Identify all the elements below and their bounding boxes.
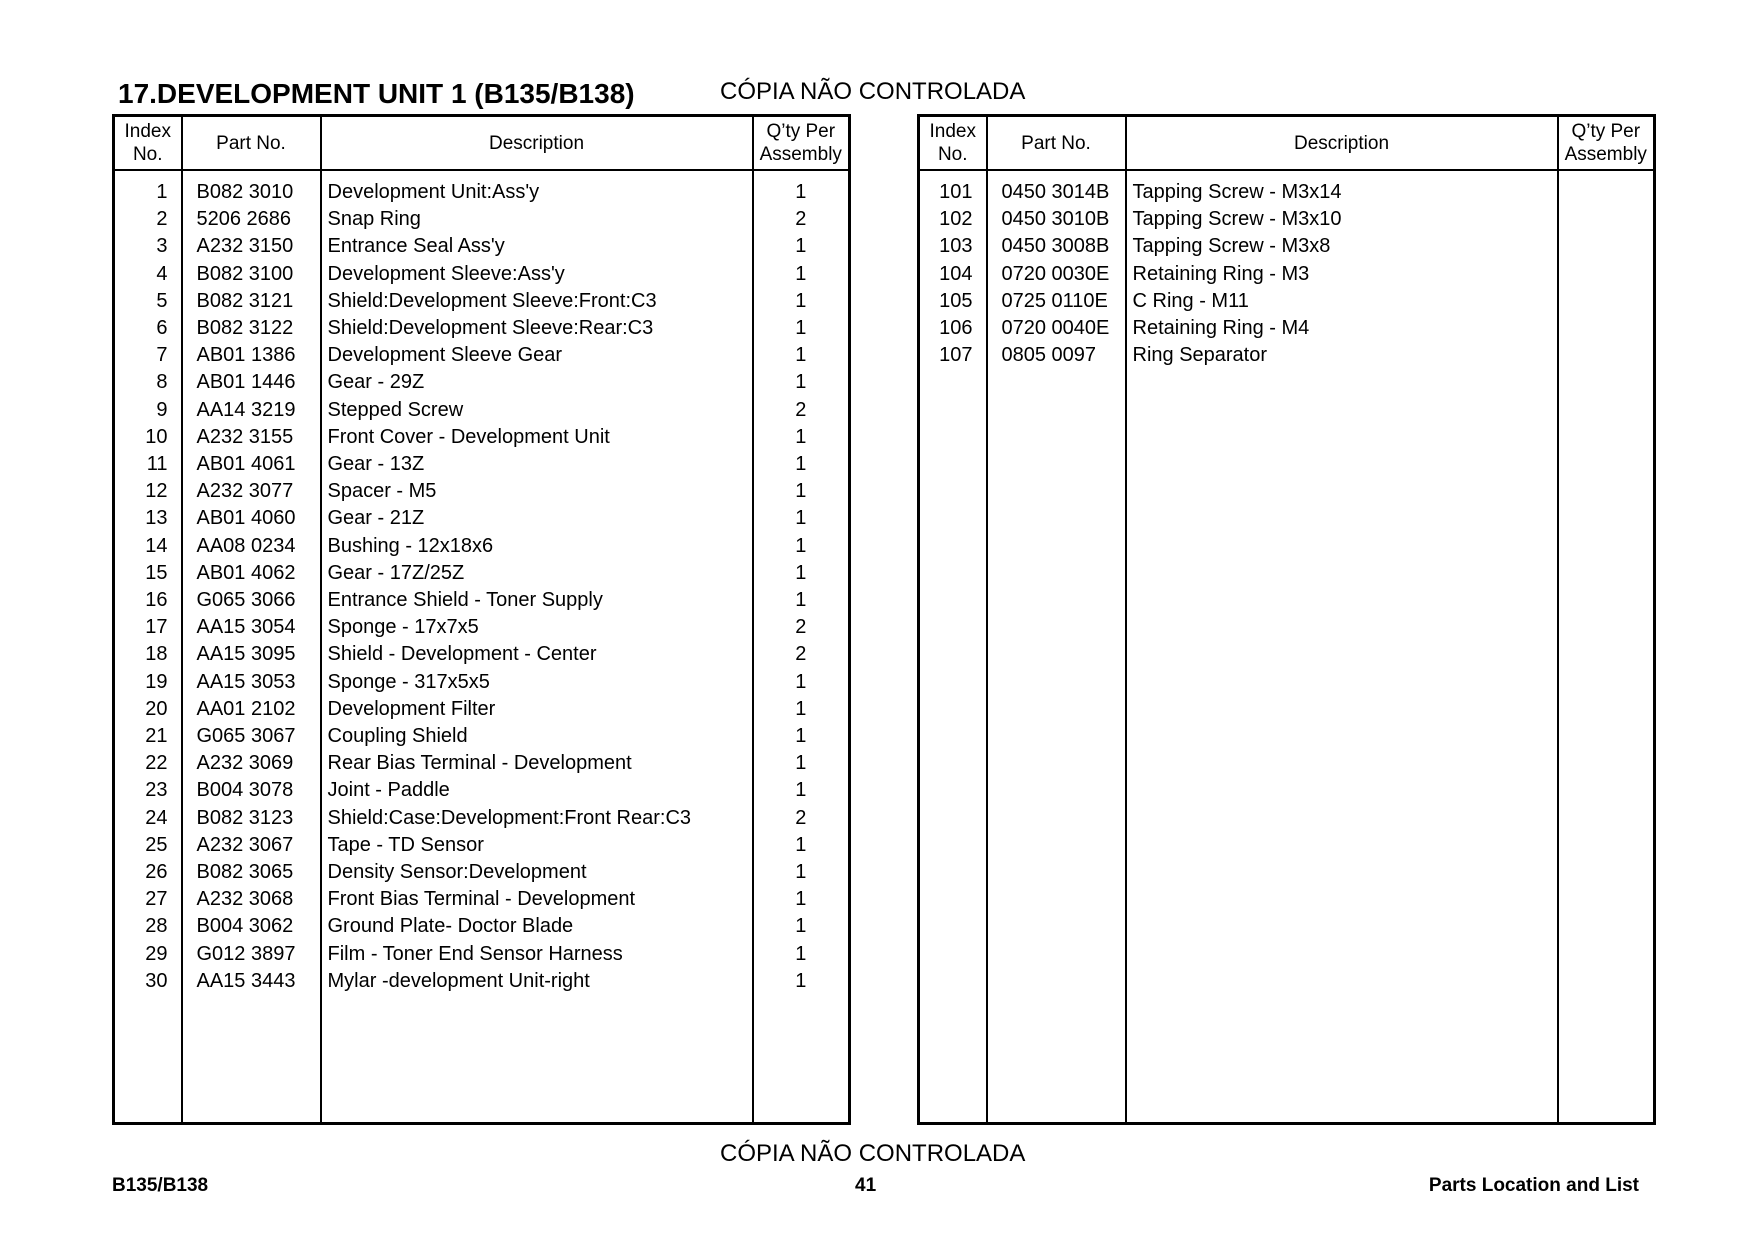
header-part-no xyxy=(182,116,321,171)
cell-description: Retaining Ring - M3 xyxy=(1126,261,1558,288)
cell-part-no: A232 3069 xyxy=(182,750,321,777)
cell-description: Front Bias Terminal - Development xyxy=(321,886,753,913)
cell-part-no: B082 3123 xyxy=(182,805,321,832)
cell-description: Shield:Case:Development:Front Rear:C3 xyxy=(321,805,753,832)
cell-index: 3 xyxy=(114,233,182,260)
cell-qty: 2 xyxy=(795,643,807,666)
cell-part-no: AA15 3443 xyxy=(182,968,321,995)
table-row xyxy=(114,587,850,614)
cell-index: 14 xyxy=(114,533,182,560)
cell-part-no: 5206 2686 xyxy=(182,206,321,233)
padding-cell xyxy=(114,170,182,179)
watermark-bottom: CÓPIA NÃO CONTROLADA xyxy=(720,1140,1026,1167)
cell-description: Retaining Ring - M4 xyxy=(1126,315,1558,342)
cell-part-no: A232 3077 xyxy=(182,478,321,505)
cell-part-no: B082 3010 xyxy=(182,179,321,206)
cell-qty: 1 xyxy=(795,752,807,775)
spacer-cell xyxy=(987,369,1126,1123)
cell-description: Ring Separator xyxy=(1126,342,1558,369)
cell-qty: 1 xyxy=(795,181,807,203)
header-part-no xyxy=(987,116,1126,171)
table-row xyxy=(114,886,850,913)
padding-cell xyxy=(1126,170,1558,179)
cell-qty: 1 xyxy=(795,371,807,394)
spacer-cell xyxy=(1558,369,1655,1123)
cell-part-no: B082 3122 xyxy=(182,315,321,342)
header-index xyxy=(114,116,182,171)
parts-table-left xyxy=(112,114,851,1125)
cell-description: Shield - Development - Center xyxy=(321,641,753,668)
cell-qty xyxy=(1558,233,1655,260)
cell-qty: 1 xyxy=(795,969,807,992)
header-part-no-text: Part No. xyxy=(216,132,286,154)
cell-description: Development Filter xyxy=(321,696,753,723)
table-row xyxy=(114,533,850,560)
parts-table-right-body xyxy=(919,170,1655,1124)
cell-qty: 1 xyxy=(795,561,807,584)
cell-qty xyxy=(1558,342,1655,369)
table-row xyxy=(114,397,850,424)
cell-description: Shield:Development Sleeve:Rear:C3 xyxy=(321,315,753,342)
table-row xyxy=(114,696,850,723)
cell-index: 28 xyxy=(114,913,182,940)
cell-index: 1 xyxy=(114,179,182,206)
cell-description: Gear - 13Z xyxy=(321,451,753,478)
table-row xyxy=(114,424,850,451)
cell-qty: 1 xyxy=(795,861,807,884)
cell-index: 26 xyxy=(114,859,182,886)
cell-part-no: AA15 3095 xyxy=(182,641,321,668)
cell-index: 4 xyxy=(114,261,182,288)
cell-qty: 1 xyxy=(795,289,807,312)
table-row xyxy=(114,641,850,668)
cell-part-no: G065 3067 xyxy=(182,723,321,750)
table-row xyxy=(114,614,850,641)
cell-description: Entrance Shield - Toner Supply xyxy=(321,587,753,614)
cell-qty: 1 xyxy=(795,833,807,856)
cell-part-no: AB01 4062 xyxy=(182,560,321,587)
cell-index: 23 xyxy=(114,777,182,804)
cell-description: Entrance Seal Ass'y xyxy=(321,233,753,260)
cell-index: 13 xyxy=(114,505,182,532)
table-row xyxy=(114,723,850,750)
header-qty xyxy=(1558,116,1655,171)
cell-index: 104 xyxy=(919,261,987,288)
cell-index: 20 xyxy=(114,696,182,723)
cell-description: Development Sleeve:Ass'y xyxy=(321,261,753,288)
cell-part-no: 0450 3008B xyxy=(987,233,1126,260)
cell-description: Gear - 29Z xyxy=(321,369,753,396)
cell-index: 16 xyxy=(114,587,182,614)
table-row xyxy=(114,288,850,315)
parts-table-left-body xyxy=(114,170,850,1124)
padding-cell xyxy=(321,170,753,179)
cell-part-no: AA15 3054 xyxy=(182,614,321,641)
padding-cell xyxy=(987,170,1126,179)
cell-qty xyxy=(1558,288,1655,315)
cell-part-no: 0450 3014B xyxy=(987,179,1126,206)
table-row xyxy=(114,369,850,396)
cell-part-no: AA15 3053 xyxy=(182,669,321,696)
cell-description: Shield:Development Sleeve:Front:C3 xyxy=(321,288,753,315)
cell-part-no: B082 3100 xyxy=(182,261,321,288)
table-top-padding xyxy=(919,170,1655,179)
header-index-text: Index No. xyxy=(929,121,976,165)
watermark-top: CÓPIA NÃO CONTROLADA xyxy=(720,78,1026,105)
cell-qty: 1 xyxy=(795,507,807,530)
table-row xyxy=(114,859,850,886)
cell-part-no: 0450 3010B xyxy=(987,206,1126,233)
cell-part-no: B004 3078 xyxy=(182,777,321,804)
cell-description: Front Cover - Development Unit xyxy=(321,424,753,451)
cell-description: Development Sleeve Gear xyxy=(321,342,753,369)
header-qty-text: Q’ty Per Assembly xyxy=(759,121,842,165)
padding-cell xyxy=(919,170,987,179)
cell-qty: 1 xyxy=(795,697,807,720)
table-row xyxy=(114,342,850,369)
cell-description: Tapping Screw - M3x14 xyxy=(1126,179,1558,206)
cell-qty: 1 xyxy=(795,888,807,911)
cell-part-no: 0805 0097 xyxy=(987,342,1126,369)
cell-part-no: B004 3062 xyxy=(182,913,321,940)
table-header-row xyxy=(919,116,1655,171)
cell-part-no: A232 3067 xyxy=(182,832,321,859)
header-index xyxy=(919,116,987,171)
padding-cell xyxy=(1558,170,1655,179)
cell-index: 15 xyxy=(114,560,182,587)
cell-index: 105 xyxy=(919,288,987,315)
cell-description: Rear Bias Terminal - Development xyxy=(321,750,753,777)
cell-description: Sponge - 17x7x5 xyxy=(321,614,753,641)
table-row xyxy=(114,941,850,968)
cell-description: Tape - TD Sensor xyxy=(321,832,753,859)
cell-part-no: AA01 2102 xyxy=(182,696,321,723)
cell-part-no: A232 3155 xyxy=(182,424,321,451)
cell-qty: 2 xyxy=(795,208,807,231)
table-row xyxy=(114,206,850,233)
padding-cell xyxy=(753,170,850,179)
cell-part-no: AB01 4060 xyxy=(182,505,321,532)
page-title: 17.DEVELOPMENT UNIT 1 (B135/B138) xyxy=(118,78,635,109)
cell-part-no: 0720 0040E xyxy=(987,315,1126,342)
cell-index: 11 xyxy=(114,451,182,478)
cell-description: Tapping Screw - M3x10 xyxy=(1126,206,1558,233)
cell-index: 25 xyxy=(114,832,182,859)
cell-index: 27 xyxy=(114,886,182,913)
cell-qty: 1 xyxy=(795,344,807,367)
table-row xyxy=(114,750,850,777)
table-row xyxy=(114,913,850,940)
table-row xyxy=(114,315,850,342)
cell-part-no: AA08 0234 xyxy=(182,533,321,560)
cell-qty: 1 xyxy=(795,779,807,802)
cell-qty: 2 xyxy=(795,806,807,829)
cell-qty: 1 xyxy=(795,262,807,285)
cell-description: Joint - Paddle xyxy=(321,777,753,804)
cell-index: 30 xyxy=(114,968,182,995)
cell-part-no: G012 3897 xyxy=(182,941,321,968)
cell-description: Stepped Screw xyxy=(321,397,753,424)
cell-index: 2 xyxy=(114,206,182,233)
cell-description: Tapping Screw - M3x8 xyxy=(1126,233,1558,260)
header-qty-text: Q’ty Per Assembly xyxy=(1564,121,1647,165)
table-row xyxy=(114,233,850,260)
cell-part-no: A232 3150 xyxy=(182,233,321,260)
table-spacer-row xyxy=(114,995,850,1123)
cell-description: Development Unit:Ass'y xyxy=(321,179,753,206)
cell-part-no: 0720 0030E xyxy=(987,261,1126,288)
spacer-cell xyxy=(321,995,753,1123)
cell-description: Coupling Shield xyxy=(321,723,753,750)
cell-index: 103 xyxy=(919,233,987,260)
footer-section: Parts Location and List xyxy=(1428,1175,1639,1196)
cell-qty xyxy=(1558,206,1655,233)
header-description-text: Description xyxy=(1293,132,1390,154)
cell-qty: 1 xyxy=(795,670,807,693)
cell-index: 18 xyxy=(114,641,182,668)
cell-index: 12 xyxy=(114,478,182,505)
cell-qty: 1 xyxy=(795,534,807,557)
header-description xyxy=(1126,116,1558,171)
cell-index: 5 xyxy=(114,288,182,315)
table-top-padding xyxy=(114,170,850,179)
padding-cell xyxy=(182,170,321,179)
cell-index: 29 xyxy=(114,941,182,968)
cell-qty: 1 xyxy=(795,725,807,748)
table-row xyxy=(919,233,1655,260)
cell-description: Spacer - M5 xyxy=(321,478,753,505)
cell-index: 9 xyxy=(114,397,182,424)
table-row xyxy=(114,560,850,587)
cell-index: 19 xyxy=(114,669,182,696)
cell-qty: 1 xyxy=(795,480,807,503)
cell-index: 7 xyxy=(114,342,182,369)
header-description-text: Description xyxy=(488,132,585,154)
table-row xyxy=(919,315,1655,342)
cell-description: Snap Ring xyxy=(321,206,753,233)
cell-index: 10 xyxy=(114,424,182,451)
spacer-cell xyxy=(753,995,850,1123)
table-row xyxy=(114,261,850,288)
cell-qty xyxy=(1558,315,1655,342)
cell-qty: 2 xyxy=(795,398,807,421)
cell-index: 102 xyxy=(919,206,987,233)
table-row xyxy=(114,451,850,478)
cell-description: Density Sensor:Development xyxy=(321,859,753,886)
table-row xyxy=(919,288,1655,315)
cell-index: 8 xyxy=(114,369,182,396)
cell-qty: 1 xyxy=(795,915,807,938)
table-row xyxy=(919,261,1655,288)
cell-description: Bushing - 12x18x6 xyxy=(321,533,753,560)
table-row xyxy=(114,777,850,804)
cell-part-no: A232 3068 xyxy=(182,886,321,913)
cell-index: 106 xyxy=(919,315,987,342)
spacer-cell xyxy=(182,995,321,1123)
cell-qty: 1 xyxy=(795,453,807,476)
table-row xyxy=(114,505,850,532)
cell-qty: 1 xyxy=(795,235,807,258)
cell-qty: 1 xyxy=(795,589,807,612)
table-row xyxy=(114,478,850,505)
table-row xyxy=(919,342,1655,369)
cell-index: 21 xyxy=(114,723,182,750)
cell-description: Film - Toner End Sensor Harness xyxy=(321,941,753,968)
spacer-cell xyxy=(1126,369,1558,1123)
cell-index: 6 xyxy=(114,315,182,342)
cell-part-no: B082 3121 xyxy=(182,288,321,315)
cell-qty: 2 xyxy=(795,616,807,639)
cell-part-no: AB01 1386 xyxy=(182,342,321,369)
parts-table-right xyxy=(917,114,1656,1125)
table-row xyxy=(114,805,850,832)
table-row xyxy=(114,669,850,696)
cell-description: C Ring - M11 xyxy=(1126,288,1558,315)
cell-part-no: AB01 4061 xyxy=(182,451,321,478)
cell-part-no: AB01 1446 xyxy=(182,369,321,396)
cell-description: Gear - 17Z/25Z xyxy=(321,560,753,587)
cell-part-no: G065 3066 xyxy=(182,587,321,614)
cell-qty xyxy=(1558,179,1655,206)
cell-index: 22 xyxy=(114,750,182,777)
cell-qty: 1 xyxy=(795,317,807,340)
footer-model: B135/B138 xyxy=(112,1175,209,1196)
cell-index: 107 xyxy=(919,342,987,369)
cell-qty: 1 xyxy=(795,942,807,965)
cell-qty xyxy=(1558,261,1655,288)
header-part-no-text: Part No. xyxy=(1021,132,1091,154)
header-qty xyxy=(753,116,850,171)
table-header-row xyxy=(114,116,850,171)
table-row xyxy=(114,832,850,859)
table-row xyxy=(114,968,850,995)
cell-description: Gear - 21Z xyxy=(321,505,753,532)
cell-index: 101 xyxy=(919,179,987,206)
header-index-text: Index No. xyxy=(124,121,171,165)
table-spacer-row xyxy=(919,369,1655,1123)
cell-description: Sponge - 317x5x5 xyxy=(321,669,753,696)
spacer-cell xyxy=(919,369,987,1123)
header-description xyxy=(321,116,753,171)
cell-part-no: B082 3065 xyxy=(182,859,321,886)
table-row xyxy=(919,179,1655,206)
cell-qty: 1 xyxy=(795,425,807,448)
cell-part-no: 0725 0110E xyxy=(987,288,1126,315)
cell-index: 17 xyxy=(114,614,182,641)
cell-index: 24 xyxy=(114,805,182,832)
table-row xyxy=(919,206,1655,233)
cell-description: Mylar -development Unit-right xyxy=(321,968,753,995)
cell-part-no: AA14 3219 xyxy=(182,397,321,424)
footer-page-number: 41 xyxy=(855,1175,877,1196)
table-row xyxy=(114,179,850,206)
cell-description: Ground Plate- Doctor Blade xyxy=(321,913,753,940)
spacer-cell xyxy=(114,995,182,1123)
